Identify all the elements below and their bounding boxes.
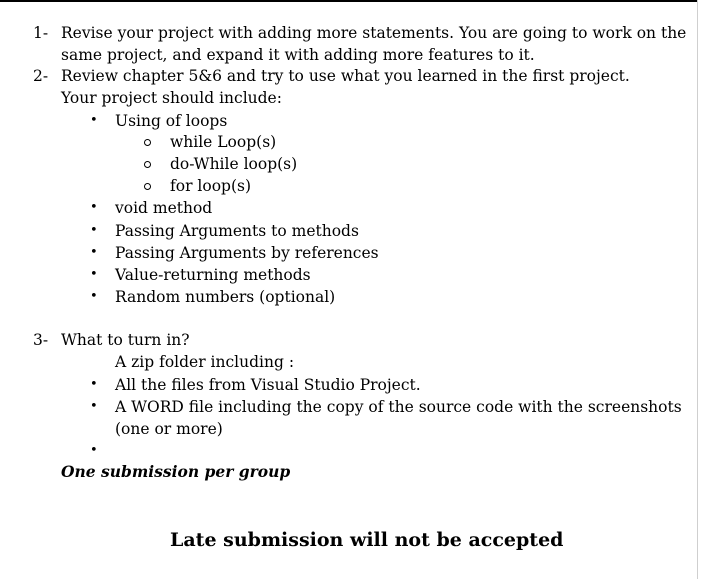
bullet-icon: • — [90, 289, 98, 304]
late-submission-note: Late submission will not be accepted — [170, 529, 564, 551]
bullet-icon: • — [90, 377, 98, 392]
bullet-icon: • — [90, 223, 98, 238]
submission-note: One submission per group — [61, 462, 291, 481]
item-1-number: 1- — [33, 24, 49, 42]
item-1-text-line-1: Revise your project with adding more statements. You are going to work on the — [61, 24, 687, 42]
sub-bullet-do-while-loop: do-While loop(s) — [170, 155, 298, 173]
item-3-number: 3- — [33, 331, 49, 349]
bullet-value-returning: Value-returning methods — [115, 266, 311, 284]
bullet-using-loops: Using of loops — [115, 112, 228, 130]
bullet-icon: • — [90, 113, 98, 128]
bullet-word-file-continued: (one or more) — [115, 420, 223, 438]
bullet-visual-studio-files: All the files from Visual Studio Project. — [115, 376, 421, 394]
circle-bullet-icon — [144, 183, 151, 190]
item-1-text-line-2: same project, and expand it with adding more features to it. — [61, 46, 535, 64]
bullet-icon: • — [90, 443, 98, 458]
bullet-random-numbers: Random numbers (optional) — [115, 288, 336, 306]
bullet-word-file: A WORD file including the copy of the source code with the screenshots — [115, 398, 682, 416]
bullet-icon: • — [90, 267, 98, 282]
item-2-text-line-2: Your project should include: — [61, 89, 282, 107]
item-3-text-line-1: What to turn in? — [61, 331, 190, 349]
bullet-void-method: void method — [115, 199, 213, 217]
page-edge — [697, 0, 698, 579]
bullet-icon: • — [90, 245, 98, 260]
item-3-text-line-2: A zip folder including : — [115, 353, 295, 371]
item-2-number: 2- — [33, 67, 49, 85]
bullet-passing-by-reference: Passing Arguments by references — [115, 244, 379, 262]
bullet-icon: • — [90, 399, 98, 414]
circle-bullet-icon — [144, 139, 151, 146]
item-2-text-line-1: Review chapter 5&6 and try to use what you learned in the first project. — [61, 67, 630, 85]
bullet-icon: • — [90, 200, 98, 215]
sub-bullet-while-loop: while Loop(s) — [170, 133, 277, 151]
sub-bullet-for-loop: for loop(s) — [170, 177, 251, 195]
circle-bullet-icon — [144, 161, 151, 168]
bullet-passing-arguments: Passing Arguments to methods — [115, 222, 359, 240]
